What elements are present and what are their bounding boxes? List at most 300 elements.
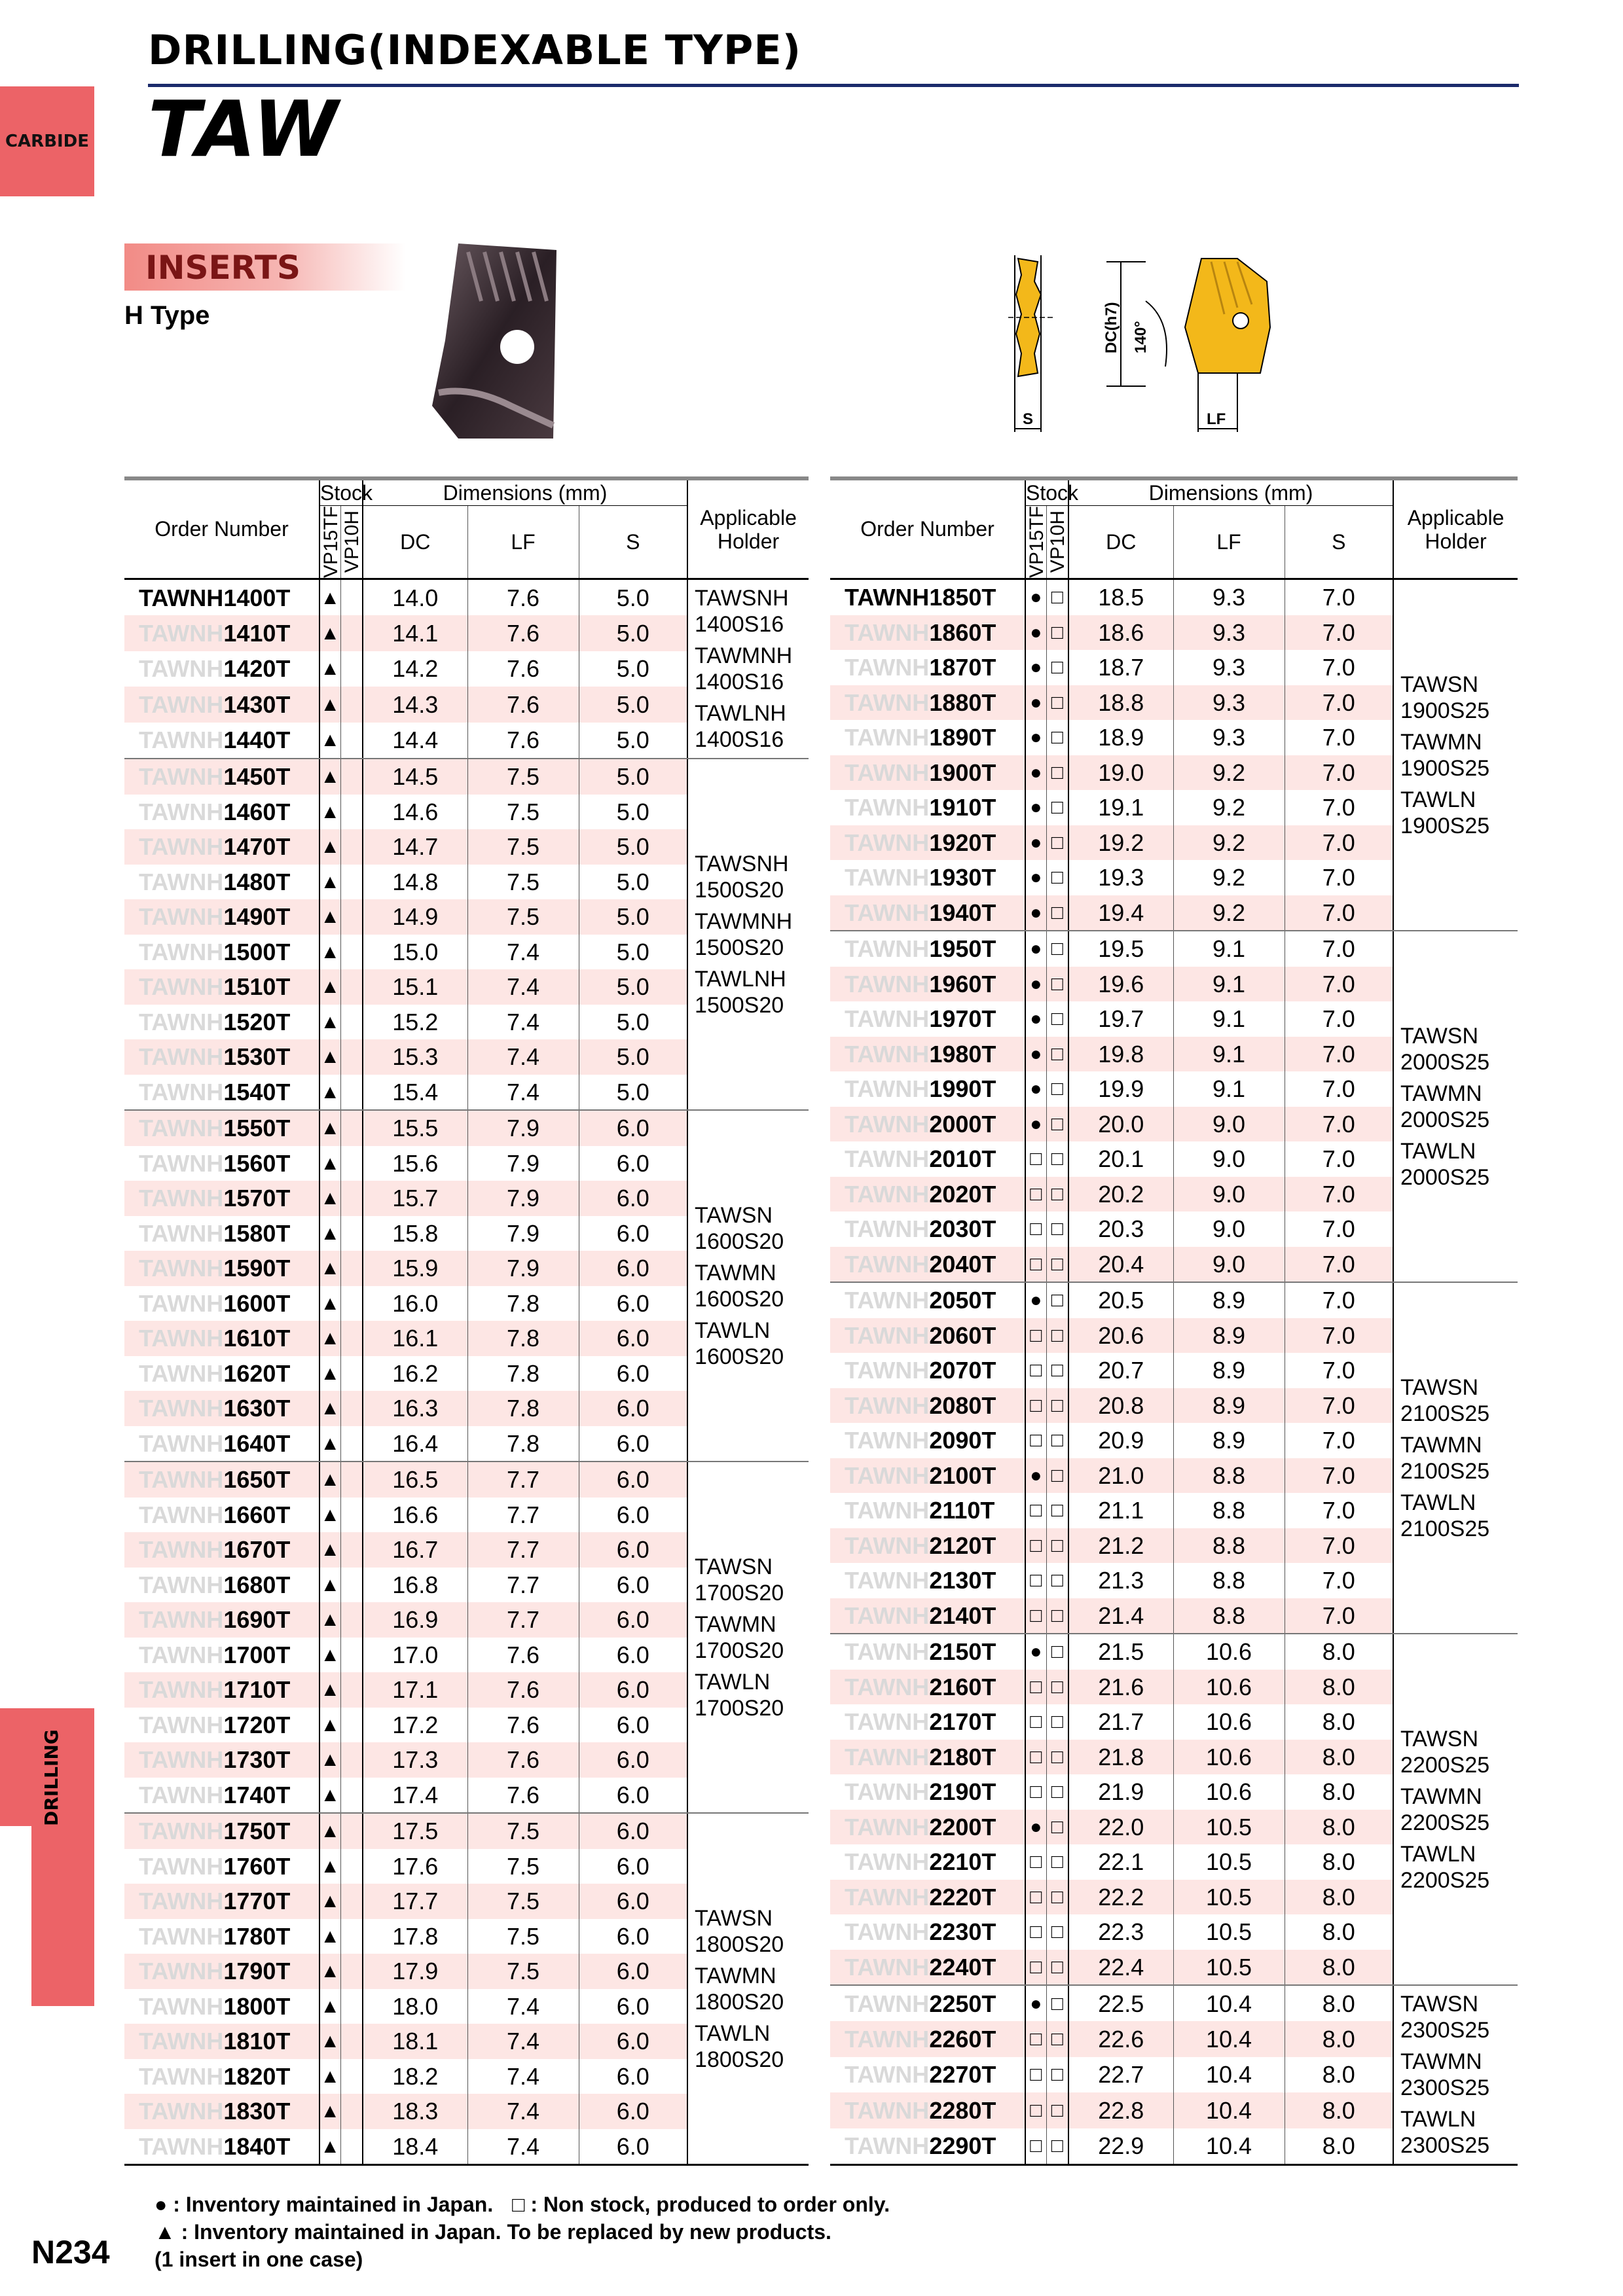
dim-s: 7.0 bbox=[1285, 1423, 1393, 1458]
dim-s: 5.0 bbox=[579, 865, 687, 900]
dim-lf: 9.1 bbox=[1173, 967, 1285, 1002]
inserts-table-right bbox=[830, 476, 1518, 2166]
dim-lf: 7.4 bbox=[467, 1075, 579, 1111]
order-number bbox=[124, 1672, 319, 1708]
dim-lf: 10.5 bbox=[1173, 1914, 1285, 1950]
order-code: 1450T bbox=[223, 763, 291, 791]
order-prefix: TAWNH bbox=[139, 655, 224, 683]
order-number bbox=[124, 829, 319, 865]
dim-lf: 7.9 bbox=[467, 1110, 579, 1146]
order-prefix: TAWNH bbox=[845, 1005, 930, 1033]
applicable-holder bbox=[1393, 1282, 1518, 1634]
dim-dc: 17.9 bbox=[363, 1954, 467, 1989]
dim-dc: 21.3 bbox=[1068, 1563, 1173, 1598]
stock-vp10h: □ bbox=[1046, 1071, 1068, 1107]
order-code: 1840T bbox=[223, 2132, 291, 2160]
order-prefix: TAWNH bbox=[845, 1215, 930, 1243]
dim-lf: 9.3 bbox=[1173, 615, 1285, 651]
dim-s: 6.0 bbox=[579, 1146, 687, 1181]
order-number bbox=[830, 1528, 1025, 1564]
stock-vp10h: □ bbox=[1046, 895, 1068, 931]
order-code: 1630T bbox=[223, 1395, 291, 1422]
order-number bbox=[830, 1880, 1025, 1915]
dim-lf: 7.7 bbox=[467, 1498, 579, 1533]
dim-lf: 7.6 bbox=[467, 687, 579, 722]
dim-dc: 14.4 bbox=[363, 723, 467, 759]
stock-vp10h: □ bbox=[1046, 860, 1068, 895]
order-code: 2000T bbox=[929, 1110, 996, 1138]
dim-s: 8.0 bbox=[1285, 1844, 1393, 1880]
order-code: 1940T bbox=[929, 899, 996, 926]
stock-vp15tf: ● bbox=[1025, 579, 1046, 615]
stock-vp15tf: ● bbox=[1025, 1458, 1046, 1494]
dim-s: 8.0 bbox=[1285, 1774, 1393, 1810]
order-code: 1510T bbox=[223, 973, 291, 1001]
order-prefix: TAWNH bbox=[139, 1641, 224, 1668]
order-code: 1640T bbox=[223, 1429, 291, 1457]
order-number bbox=[124, 759, 319, 795]
dim-dc: 14.6 bbox=[363, 795, 467, 830]
order-prefix: TAWNH bbox=[139, 1466, 224, 1494]
order-number bbox=[830, 1950, 1025, 1986]
dim-lf: 7.9 bbox=[467, 1216, 579, 1251]
stock-vp10h bbox=[340, 723, 363, 759]
dim-lf: 8.8 bbox=[1173, 1563, 1285, 1598]
stock-vp10h bbox=[340, 1708, 363, 1743]
order-number bbox=[124, 1813, 319, 1849]
order-number bbox=[124, 1426, 319, 1462]
order-number bbox=[124, 1849, 319, 1884]
order-code: 1810T bbox=[223, 2028, 291, 2055]
dim-lf: 10.4 bbox=[1173, 2021, 1285, 2056]
order-number bbox=[830, 1634, 1025, 1670]
dim-s: 6.0 bbox=[579, 1884, 687, 1919]
order-code: 1930T bbox=[929, 864, 996, 891]
dim-s: 8.0 bbox=[1285, 1985, 1393, 2021]
dim-s: 5.0 bbox=[579, 615, 687, 651]
stock-vp10h bbox=[340, 1321, 363, 1356]
order-code: 1600T bbox=[223, 1289, 291, 1317]
stock-vp10h bbox=[340, 579, 363, 616]
order-code: 1490T bbox=[223, 903, 291, 931]
dim-s: 7.0 bbox=[1285, 1563, 1393, 1598]
dim-s: 7.0 bbox=[1285, 1388, 1393, 1424]
dim-s: 5.0 bbox=[579, 651, 687, 687]
table-row bbox=[124, 579, 809, 616]
stock-vp15tf: ▲ bbox=[319, 935, 340, 970]
insert-drawing bbox=[1008, 255, 1296, 439]
order-prefix: TAWNH bbox=[845, 1180, 930, 1208]
dim-dc: 16.2 bbox=[363, 1356, 467, 1391]
dim-dc: 20.3 bbox=[1068, 1211, 1173, 1247]
order-number bbox=[830, 1598, 1025, 1634]
stock-vp15tf: ● bbox=[1025, 615, 1046, 651]
dim-lf: 8.9 bbox=[1173, 1353, 1285, 1388]
order-prefix: TAWNH bbox=[845, 724, 930, 751]
dim-dc: 22.4 bbox=[1068, 1950, 1173, 1986]
footnote-replaced: ▲ : Inventory maintained in Japan. To be replaced by new products. bbox=[155, 2220, 831, 2244]
dim-lf: 8.8 bbox=[1173, 1493, 1285, 1528]
order-number bbox=[124, 899, 319, 935]
order-prefix: TAWNH bbox=[845, 654, 930, 681]
order-number bbox=[830, 1318, 1025, 1354]
dim-dc: 14.5 bbox=[363, 759, 467, 795]
holder-model: TAWLN 1900S25 bbox=[1400, 787, 1490, 838]
order-prefix: TAWNH bbox=[845, 1391, 930, 1419]
stock-vp15tf: ● bbox=[1025, 825, 1046, 861]
type-label: H Type bbox=[124, 301, 210, 330]
stock-vp15tf: ▲ bbox=[319, 1426, 340, 1462]
holder-model: TAWSN 2000S25 bbox=[1400, 1023, 1490, 1075]
holder-model: TAWLN 2000S25 bbox=[1400, 1138, 1490, 1190]
dim-lf: 7.4 bbox=[467, 1005, 579, 1040]
order-code: 2230T bbox=[929, 1918, 996, 1946]
order-number bbox=[124, 865, 319, 900]
order-prefix: TAWNH bbox=[139, 1571, 224, 1598]
order-prefix: TAWNH bbox=[139, 1606, 224, 1634]
holder-model: TAWLNH 1400S16 bbox=[695, 701, 786, 753]
stock-vp10h bbox=[340, 1638, 363, 1673]
dim-lf: 7.4 bbox=[467, 1989, 579, 2024]
dim-lf: 7.4 bbox=[467, 2129, 579, 2165]
stock-vp15tf: ● bbox=[1025, 790, 1046, 825]
order-number bbox=[830, 1914, 1025, 1950]
dim-dc: 17.7 bbox=[363, 1884, 467, 1919]
order-code: 1790T bbox=[223, 1958, 291, 1985]
stock-vp10h bbox=[340, 615, 363, 651]
dim-dc: 19.4 bbox=[1068, 895, 1173, 931]
dim-s: 5.0 bbox=[579, 795, 687, 830]
stock-vp10h bbox=[340, 795, 363, 830]
dim-lf: 9.2 bbox=[1173, 790, 1285, 825]
applicable-holder bbox=[687, 1813, 809, 2165]
order-prefix: TAWNH bbox=[845, 864, 930, 891]
stock-vp10h: □ bbox=[1046, 1107, 1068, 1142]
stock-vp15tf: □ bbox=[1025, 2092, 1046, 2128]
order-number bbox=[124, 1884, 319, 1919]
dim-s: 7.0 bbox=[1285, 1001, 1393, 1037]
dim-s: 6.0 bbox=[579, 1568, 687, 1603]
order-code: 1730T bbox=[223, 1746, 291, 1774]
dim-dc: 15.7 bbox=[363, 1181, 467, 1216]
dim-lf: 7.4 bbox=[467, 2024, 579, 2059]
order-number bbox=[830, 1704, 1025, 1740]
order-prefix: TAWNH bbox=[139, 1115, 224, 1142]
holder-model: TAWLN 1700S20 bbox=[695, 1669, 784, 1721]
stock-vp15tf: ● bbox=[1025, 650, 1046, 685]
order-prefix: TAWNH bbox=[845, 1953, 930, 1981]
dim-dc: 19.0 bbox=[1068, 755, 1173, 791]
dim-s: 6.0 bbox=[579, 1742, 687, 1778]
dim-lf: 10.6 bbox=[1173, 1704, 1285, 1740]
dim-dc: 16.3 bbox=[363, 1391, 467, 1426]
dim-lf: 7.6 bbox=[467, 1672, 579, 1708]
order-prefix: TAWNH bbox=[139, 1958, 224, 1985]
inserts-table-left bbox=[124, 476, 809, 2166]
stock-vp15tf: ▲ bbox=[319, 1391, 340, 1426]
order-code: 2140T bbox=[929, 1602, 996, 1629]
dim-dc: 19.2 bbox=[1068, 825, 1173, 861]
order-number bbox=[830, 1037, 1025, 1072]
stock-vp15tf: ▲ bbox=[319, 865, 340, 900]
stock-vp15tf: □ bbox=[1025, 1950, 1046, 1986]
category-tab: CARBIDE bbox=[0, 86, 94, 196]
stock-vp15tf: □ bbox=[1025, 1880, 1046, 1915]
stock-vp15tf: □ bbox=[1025, 1247, 1046, 1283]
order-code: 1960T bbox=[929, 970, 996, 997]
stock-vp10h: □ bbox=[1046, 1740, 1068, 1775]
dim-s: 7.0 bbox=[1285, 1141, 1393, 1177]
dim-lf: 7.4 bbox=[467, 935, 579, 970]
dim-dc: 14.1 bbox=[363, 615, 467, 651]
order-prefix: TAWNH bbox=[139, 1395, 224, 1422]
order-prefix: TAWNH bbox=[139, 1149, 224, 1177]
dim-s: 6.0 bbox=[579, 1391, 687, 1426]
order-prefix: TAWNH bbox=[845, 1497, 930, 1524]
order-prefix: TAWNH bbox=[845, 935, 930, 963]
stock-vp15tf: □ bbox=[1025, 2021, 1046, 2056]
stock-vp10h bbox=[340, 1110, 363, 1146]
stock-vp10h bbox=[340, 1356, 363, 1391]
applicable-holder bbox=[1393, 931, 1518, 1282]
order-code: 1520T bbox=[223, 1008, 291, 1035]
order-prefix: TAWNH bbox=[139, 938, 224, 965]
dim-s: 7.0 bbox=[1285, 967, 1393, 1002]
order-prefix: TAWNH bbox=[845, 1743, 930, 1770]
dim-dc: 17.8 bbox=[363, 1919, 467, 1954]
order-code: 1690T bbox=[223, 1606, 291, 1634]
dim-lf: 10.4 bbox=[1173, 2057, 1285, 2092]
order-number bbox=[124, 1568, 319, 1603]
order-code: 2260T bbox=[929, 2025, 996, 2053]
stock-vp15tf: □ bbox=[1025, 1670, 1046, 1705]
footnote-non-stock: □ : Non stock, produced to order only. bbox=[512, 2193, 890, 2216]
dim-lf: 7.5 bbox=[467, 865, 579, 900]
dim-dc: 20.7 bbox=[1068, 1353, 1173, 1388]
stock-vp15tf: □ bbox=[1025, 1740, 1046, 1775]
order-number bbox=[830, 685, 1025, 721]
s-label: S bbox=[1023, 410, 1034, 428]
stock-vp10h: □ bbox=[1046, 1037, 1068, 1072]
dim-dc: 15.8 bbox=[363, 1216, 467, 1251]
order-number bbox=[830, 615, 1025, 651]
stock-vp15tf: ▲ bbox=[319, 1849, 340, 1884]
order-number bbox=[124, 1356, 319, 1391]
stock-vp10h bbox=[340, 1989, 363, 2024]
header-grade-vp10h: VP10H bbox=[1046, 511, 1068, 573]
order-prefix: TAWNH bbox=[845, 1145, 930, 1173]
order-code: 2090T bbox=[929, 1427, 996, 1454]
dim-dc: 18.3 bbox=[363, 2094, 467, 2129]
stock-vp15tf: ● bbox=[1025, 1810, 1046, 1845]
stock-vp10h bbox=[340, 899, 363, 935]
stock-vp10h bbox=[340, 687, 363, 722]
order-code: 1410T bbox=[223, 619, 291, 647]
order-prefix: TAWNH bbox=[845, 1427, 930, 1454]
dim-s: 6.0 bbox=[579, 1216, 687, 1251]
order-prefix: TAWNH bbox=[139, 1992, 224, 2020]
order-number bbox=[124, 1532, 319, 1568]
order-number bbox=[124, 1005, 319, 1040]
dim-dc: 21.9 bbox=[1068, 1774, 1173, 1810]
stock-vp15tf: ▲ bbox=[319, 2094, 340, 2129]
order-prefix: TAWNH bbox=[139, 1781, 224, 1808]
stock-vp15tf: ▲ bbox=[319, 1146, 340, 1181]
order-code: 1850T bbox=[929, 584, 996, 611]
stock-vp15tf: ▲ bbox=[319, 1954, 340, 1989]
dim-dc: 17.1 bbox=[363, 1672, 467, 1708]
dim-dc: 18.0 bbox=[363, 1989, 467, 2024]
stock-vp15tf: ▲ bbox=[319, 969, 340, 1005]
dim-dc: 15.0 bbox=[363, 935, 467, 970]
dim-dc: 14.7 bbox=[363, 829, 467, 865]
dim-s: 5.0 bbox=[579, 899, 687, 935]
stock-vp10h bbox=[340, 1778, 363, 1814]
order-number bbox=[124, 1251, 319, 1286]
dim-lf: 7.5 bbox=[467, 899, 579, 935]
dim-dc: 17.0 bbox=[363, 1638, 467, 1673]
holder-model: TAWMN 1900S25 bbox=[1400, 729, 1490, 781]
order-prefix: TAWNH bbox=[845, 1075, 930, 1103]
dim-dc: 15.5 bbox=[363, 1110, 467, 1146]
order-code: 1700T bbox=[223, 1641, 291, 1668]
stock-vp10h bbox=[340, 1813, 363, 1849]
order-prefix: TAWNH bbox=[845, 2096, 930, 2124]
dim-lf: 7.5 bbox=[467, 1813, 579, 1849]
order-prefix: TAWNH bbox=[139, 1429, 224, 1457]
dim-lf: 7.5 bbox=[467, 1849, 579, 1884]
order-code: 2150T bbox=[929, 1638, 996, 1666]
dim-s: 7.0 bbox=[1285, 895, 1393, 931]
order-number bbox=[124, 1989, 319, 2024]
order-number bbox=[124, 1391, 319, 1426]
stock-vp10h bbox=[340, 1954, 363, 1989]
stock-vp10h: □ bbox=[1046, 2128, 1068, 2165]
dim-s: 7.0 bbox=[1285, 1282, 1393, 1318]
holder-model: TAWMN 2100S25 bbox=[1400, 1432, 1490, 1484]
dim-lf: 7.6 bbox=[467, 723, 579, 759]
footnote-legend bbox=[155, 2193, 890, 2217]
header-stock: Stock bbox=[319, 478, 363, 506]
stock-vp10h bbox=[340, 1391, 363, 1426]
stock-vp15tf: □ bbox=[1025, 1844, 1046, 1880]
table-row bbox=[124, 1462, 809, 1498]
dim-lf: 7.6 bbox=[467, 615, 579, 651]
order-number bbox=[124, 1039, 319, 1075]
stock-vp10h: □ bbox=[1046, 1670, 1068, 1705]
stock-vp10h: □ bbox=[1046, 1528, 1068, 1564]
order-code: 1580T bbox=[223, 1219, 291, 1247]
order-prefix: TAWNH bbox=[139, 973, 224, 1001]
dim-dc: 18.1 bbox=[363, 2024, 467, 2059]
dim-dc: 15.3 bbox=[363, 1039, 467, 1075]
dim-dc: 18.8 bbox=[1068, 685, 1173, 721]
stock-vp10h: □ bbox=[1046, 1211, 1068, 1247]
stock-vp10h bbox=[340, 2059, 363, 2094]
order-code: 1550T bbox=[223, 1115, 291, 1142]
stock-vp15tf: □ bbox=[1025, 1914, 1046, 1950]
order-number bbox=[124, 1462, 319, 1498]
dim-s: 6.0 bbox=[579, 1672, 687, 1708]
dim-s: 6.0 bbox=[579, 1602, 687, 1638]
dim-dc: 17.3 bbox=[363, 1742, 467, 1778]
dim-s: 7.0 bbox=[1285, 1318, 1393, 1354]
dim-lf: 7.5 bbox=[467, 795, 579, 830]
table-row bbox=[124, 1110, 809, 1146]
dim-dc: 22.6 bbox=[1068, 2021, 1173, 2056]
order-number bbox=[830, 790, 1025, 825]
stock-vp15tf: ● bbox=[1025, 967, 1046, 1002]
header-grade-vp15tf: VP15TF bbox=[1026, 506, 1048, 579]
dim-s: 8.0 bbox=[1285, 1950, 1393, 1986]
order-prefix: TAWNH bbox=[845, 1708, 930, 1736]
dim-dc: 16.0 bbox=[363, 1286, 467, 1321]
order-number bbox=[124, 1778, 319, 1814]
stock-vp15tf: ▲ bbox=[319, 1778, 340, 1814]
dim-s: 6.0 bbox=[579, 1110, 687, 1146]
dim-s: 6.0 bbox=[579, 1426, 687, 1462]
dim-s: 7.0 bbox=[1285, 1071, 1393, 1107]
applicable-holder bbox=[687, 759, 809, 1110]
stock-vp15tf: ▲ bbox=[319, 1708, 340, 1743]
stock-vp15tf: ▲ bbox=[319, 723, 340, 759]
dim-lf: 9.0 bbox=[1173, 1141, 1285, 1177]
dim-dc: 21.5 bbox=[1068, 1634, 1173, 1670]
applicable-holder bbox=[687, 1462, 809, 1813]
dim-dc: 14.0 bbox=[363, 579, 467, 616]
table-body bbox=[830, 579, 1518, 2165]
table-row bbox=[830, 1634, 1518, 1670]
stock-vp10h: □ bbox=[1046, 1950, 1068, 1986]
dc-label: DC(h7) bbox=[1103, 302, 1120, 353]
dim-dc: 18.6 bbox=[1068, 615, 1173, 651]
dim-s: 8.0 bbox=[1285, 1810, 1393, 1845]
order-number bbox=[124, 1075, 319, 1111]
stock-vp15tf: ▲ bbox=[319, 2129, 340, 2165]
stock-vp15tf: ▲ bbox=[319, 759, 340, 795]
dim-s: 5.0 bbox=[579, 1039, 687, 1075]
order-number bbox=[124, 2059, 319, 2094]
holder-model: TAWMN 1600S20 bbox=[695, 1260, 784, 1312]
dim-s: 7.0 bbox=[1285, 1247, 1393, 1283]
dim-lf: 10.5 bbox=[1173, 1950, 1285, 1986]
order-prefix: TAWNH bbox=[845, 2132, 930, 2160]
order-code: 2020T bbox=[929, 1180, 996, 1208]
dim-lf: 9.3 bbox=[1173, 650, 1285, 685]
stock-vp10h: □ bbox=[1046, 1177, 1068, 1212]
dim-s: 7.0 bbox=[1285, 790, 1393, 825]
header-dc: DC bbox=[1068, 506, 1173, 579]
dim-dc: 22.9 bbox=[1068, 2128, 1173, 2165]
dim-dc: 20.5 bbox=[1068, 1282, 1173, 1318]
dim-s: 6.0 bbox=[579, 1778, 687, 1814]
stock-vp10h bbox=[340, 1426, 363, 1462]
dim-s: 6.0 bbox=[579, 1532, 687, 1568]
stock-vp15tf: ● bbox=[1025, 1037, 1046, 1072]
order-code: 1870T bbox=[929, 654, 996, 681]
stock-vp15tf: ▲ bbox=[319, 1532, 340, 1568]
order-prefix: TAWNH bbox=[845, 1250, 930, 1278]
order-prefix: TAWNH bbox=[845, 1813, 930, 1840]
order-number bbox=[124, 579, 319, 616]
order-code: 1470T bbox=[223, 833, 291, 861]
dim-dc: 19.9 bbox=[1068, 1071, 1173, 1107]
order-number bbox=[830, 1458, 1025, 1494]
holder-model: TAWLN 1800S20 bbox=[695, 2020, 784, 2072]
dim-dc: 14.3 bbox=[363, 687, 467, 722]
dim-lf: 7.5 bbox=[467, 1954, 579, 1989]
order-number bbox=[124, 1286, 319, 1321]
